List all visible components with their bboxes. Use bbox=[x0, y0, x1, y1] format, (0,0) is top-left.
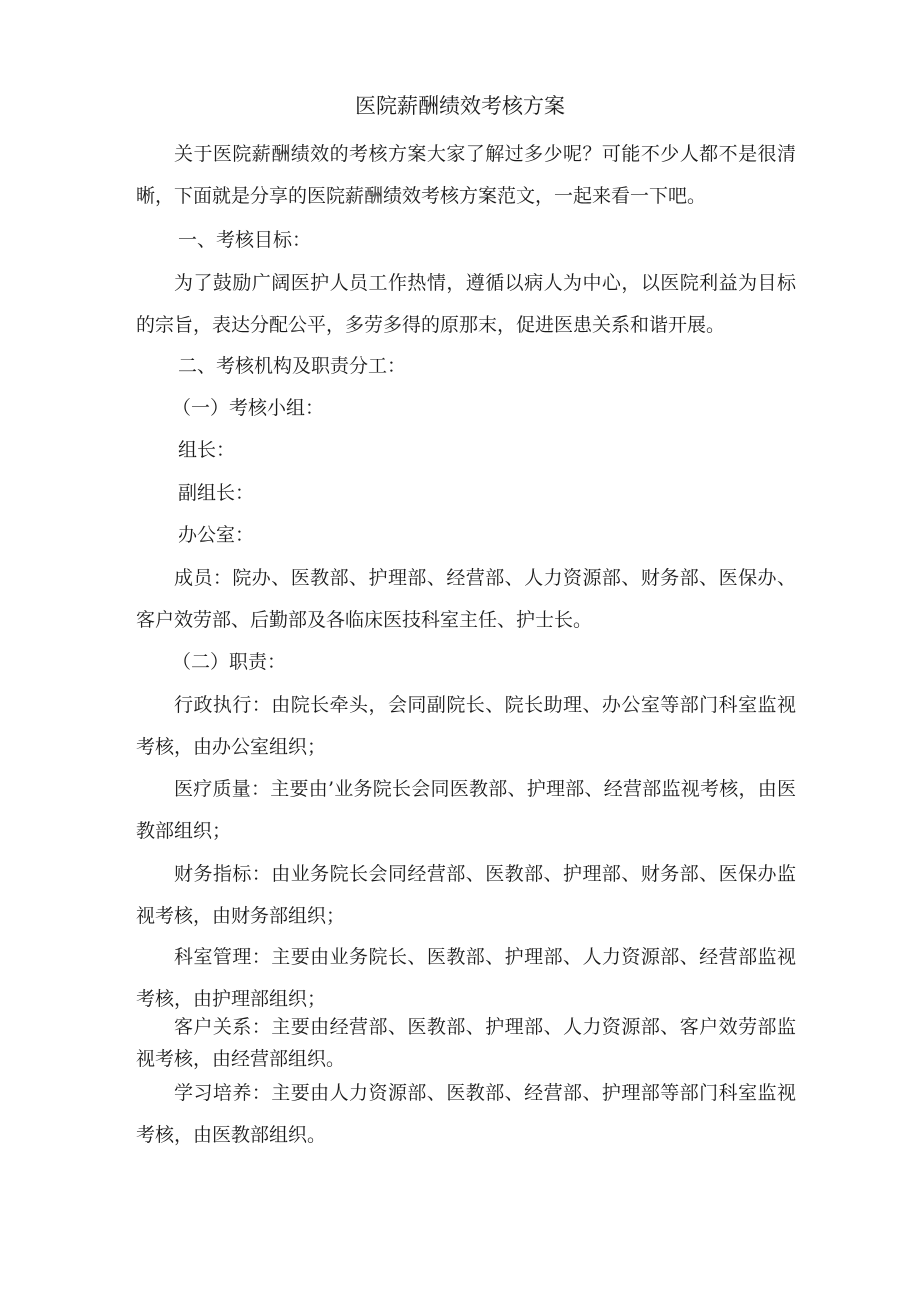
section2-heading: 二、考核机构及职责分工： bbox=[178, 355, 407, 377]
members-paragraph: 成员：院办、医教部、护理部、经营部、人力资源部、财务部、医保办、客户效劳部、后勤部及各临床医技科室主任、护士长。 bbox=[136, 567, 796, 631]
office-line: 办公室： bbox=[178, 524, 255, 546]
duty-training-paragraph: 学习培养：主要由人力资源部、医教部、经营部、护理部等部门科室监视考核，由医教部组织。 bbox=[136, 1082, 796, 1146]
leader-line: 组长： bbox=[178, 439, 236, 461]
duty-medical-paragraph: 医疗质量：主要由’业务院长会同医教部、护理部、经营部监视考核，由医教部组织； bbox=[136, 778, 796, 842]
duty-admin-paragraph: 行政执行：由院长牵头，会同副院长、院长助理、办公室等部门科室监视考核，由办公室组织； bbox=[136, 694, 796, 758]
section1-heading: 一、考核目标： bbox=[178, 229, 312, 251]
duty-customer-paragraph: 客户关系：主要由经营部、医教部、护理部、人力资源部、客户效劳部监视考核，由经营部组织。 bbox=[136, 1016, 796, 1070]
document-title: 医院薪酬绩效考核方案 bbox=[355, 94, 565, 118]
section1-body: 为了鼓励广阔医护人员工作热情，遵循以病人为中心，以医院利益为目标的宗旨，表达分配公平，多劳多得的原那末，促进医患关系和谐开展。 bbox=[136, 272, 796, 336]
duty-dept-paragraph: 科室管理：主要由业务院长、医教部、护理部、人力资源部、经营部监视考核，由护理部组织； bbox=[136, 946, 796, 1010]
sub1-heading: （一）考核小组： bbox=[172, 397, 325, 419]
intro-paragraph: 关于医院薪酬绩效的考核方案大家了解过多少呢？可能不少人都不是很清晰，下面就是分享的医院薪酬绩效考核方案范文，一起来看一下吧。 bbox=[136, 143, 796, 207]
deputy-leader-line: 副组长： bbox=[178, 482, 255, 504]
duty-finance-paragraph: 财务指标：由业务院长会同经营部、医教部、护理部、财务部、医保办监视考核，由财务部组织； bbox=[136, 863, 796, 927]
sub2-heading: （二）职责： bbox=[172, 651, 287, 673]
